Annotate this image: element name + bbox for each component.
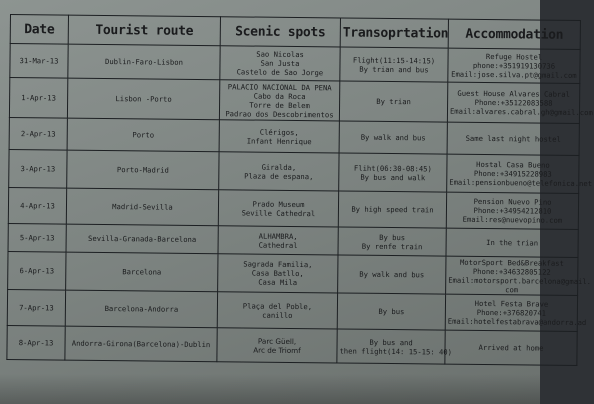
spots-cell-line: Plaça del Poble, <box>242 300 313 311</box>
transport-cell <box>338 191 446 228</box>
accommodation-cell-line: Phone:+34954212810 <box>473 205 552 216</box>
accommodation-cell-line: Guest House Alvares Cabral <box>457 88 570 99</box>
accommodation-cell-line: Email:alvares.cabral.gh@gmail.com <box>449 106 593 118</box>
date-cell: 3-Apr-13 <box>9 149 67 188</box>
route-cell: Porto <box>67 118 219 152</box>
accommodation-cell <box>446 192 578 229</box>
accommodation-cell <box>446 256 592 295</box>
spots-cell-line: Arc de Triomf <box>253 345 301 355</box>
transport-cell-line: By walk and bus <box>360 132 426 143</box>
header-date: Date <box>10 15 68 45</box>
spots-cell-line: PALACIO NACIONAL DA PENA <box>227 81 332 92</box>
spots-cell-line: Clérigos, <box>259 127 299 137</box>
route-cell: Lisbon -Porto <box>67 78 219 120</box>
accommodation-cell <box>448 48 580 83</box>
header-route: Tourist route <box>68 15 220 46</box>
transport-cell-line: then flight(14: 15-15: 40) <box>339 345 453 357</box>
accommodation-cell-line: Phone:+376820741 <box>476 307 547 318</box>
spots-cell-line: ALHAMBRA, <box>258 231 298 241</box>
transport-cell-line: By bus and <box>369 337 413 347</box>
transport-cell-line: By trian <box>376 96 411 107</box>
spots-cell-line: Cabo da Roca <box>253 91 306 101</box>
accommodation-cell-line: Arrived at home <box>478 342 544 353</box>
spots-cell-line: Seville Cathedral <box>241 207 316 218</box>
transport-cell-line: Fliht(06:30-08:45) <box>353 163 432 173</box>
accommodation-cell-line: Phone:+34632805122 <box>472 266 551 277</box>
route-cell: Andorra-Girona(Barcelona)-Dublin <box>65 326 217 362</box>
spots-cell <box>219 152 339 191</box>
accommodation-cell-line: In the trian <box>486 237 539 248</box>
spots-cell-line: Torre de Belem <box>249 100 310 110</box>
accommodation-cell-line: com <box>505 284 519 294</box>
date-cell: 1-Apr-13 <box>9 78 67 119</box>
spots-cell-line: Sao Nicolas <box>256 49 304 60</box>
accommodation-cell-line: MotorSport Bed&Breakfast <box>459 257 564 268</box>
transport-cell-line: By trian and bus <box>359 64 429 74</box>
accommodation-cell-line: Hotel Festa Brave <box>474 298 549 309</box>
spots-cell-line: Cathedral <box>258 240 298 250</box>
date-cell: 2-Apr-13 <box>9 117 67 150</box>
accommodation-cell <box>447 122 579 155</box>
accommodation-cell-line: Email:jose.silva.pt@gmail.com <box>451 69 577 80</box>
accommodation-cell <box>446 228 578 257</box>
accommodation-cell-line: Hostal Casa Bueno <box>476 159 550 170</box>
spots-cell-line: Sagrada Familia, <box>243 259 313 270</box>
date-cell: 6-Apr-13 <box>8 251 66 290</box>
accommodation-cell-line: Phone:+35122083588 <box>474 97 553 108</box>
accommodation-cell-line: Email:res@nuevopino.com <box>462 214 563 225</box>
header-spots: Scenic spots <box>220 17 340 47</box>
date-cell: 8-Apr-13 <box>7 325 65 360</box>
itinerary-table <box>6 14 593 366</box>
accommodation-cell-line: Phone:+34915228983 <box>473 168 552 179</box>
accommodation-cell <box>447 82 593 123</box>
spots-cell-line: Casa Mila <box>258 277 298 288</box>
spots-cell <box>217 328 337 363</box>
transport-cell <box>337 329 453 364</box>
table-row <box>7 289 577 331</box>
date-cell: 5-Apr-13 <box>8 223 66 252</box>
spots-cell-line: Casa Batllo, <box>251 268 304 279</box>
header-accommodation: Accommodation <box>448 19 580 49</box>
table-body <box>7 44 593 366</box>
accommodation-cell-line: Email:hotelfestabrava@andorra.ad <box>447 316 587 328</box>
spots-cell <box>218 190 338 227</box>
accommodation-cell-line: Email:motorsport.barcelona@gmail. <box>448 275 592 286</box>
transport-cell <box>339 121 447 154</box>
accommodation-cell-line: Pension Nuevo Pino <box>473 196 552 207</box>
spots-cell-line: Parc Güell, <box>257 336 297 346</box>
transport-cell-line: By bus <box>378 306 405 317</box>
accommodation-cell-line: Same last night hostel <box>465 133 561 144</box>
date-cell: 4-Apr-13 <box>8 187 66 224</box>
spots-cell-line: Plaza de espana, <box>244 170 314 181</box>
route-cell: Porto-Madrid <box>67 150 219 190</box>
transport-cell-line: By high speed train <box>351 204 434 215</box>
spots-cell-line: Giralda, <box>261 162 297 172</box>
transport-cell <box>339 81 447 122</box>
accommodation-cell <box>447 154 593 193</box>
table-row <box>9 149 579 193</box>
route-cell: Barcelona-Andorra <box>65 290 217 328</box>
transport-cell <box>340 47 448 82</box>
transport-cell-line: By walk and bus <box>359 269 425 280</box>
route-cell: Dublin-Faro-Lisbon <box>68 44 220 80</box>
route-cell: Barcelona <box>66 252 218 292</box>
transport-cell <box>338 227 446 256</box>
transport-cell <box>339 153 447 192</box>
spots-cell-line: San Justa <box>260 58 300 69</box>
transport-cell-line: By bus <box>379 232 406 242</box>
transport-cell-line: By bus and walk <box>360 172 426 182</box>
table-row <box>9 78 579 124</box>
table-row <box>8 187 578 229</box>
route-cell: Sevilla-Granada-Barcelona <box>66 224 218 254</box>
table-row <box>7 325 577 365</box>
transport-cell-line: Flight(11:15-14:15) <box>352 55 436 65</box>
table-row <box>8 251 578 295</box>
date-cell: 31-Mar-13 <box>10 44 68 79</box>
transport-cell <box>338 255 446 294</box>
spots-cell <box>219 80 339 121</box>
spots-cell <box>219 120 339 153</box>
accommodation-cell-line: phone:+351919130736 <box>472 60 556 71</box>
route-cell: Madrid-Sevilla <box>66 188 218 226</box>
spots-cell <box>218 254 338 293</box>
accommodation-cell-line: Email:pensionbueno@telefonica.net <box>449 177 593 189</box>
spots-cell <box>220 46 340 81</box>
date-cell: 7-Apr-13 <box>7 289 65 326</box>
transport-cell <box>337 293 445 330</box>
spots-cell-line: Castelo de Sao Jorge <box>236 67 324 78</box>
transport-cell-line: By renfe train <box>361 241 423 251</box>
spots-cell-line: Padrao dos Descobrimentos <box>225 108 334 119</box>
spots-cell-line: canillo <box>262 310 293 320</box>
header-transport: Transoprtation <box>340 18 448 48</box>
spots-cell-line: Infant Henrique <box>246 135 312 146</box>
accommodation-cell <box>445 294 587 331</box>
accommodation-cell-line: Refuge Hostel <box>485 51 543 62</box>
spots-cell-line: Prado Museum <box>252 199 305 209</box>
spots-cell <box>218 226 338 255</box>
accommodation-cell <box>445 330 577 365</box>
spots-cell <box>217 292 337 329</box>
